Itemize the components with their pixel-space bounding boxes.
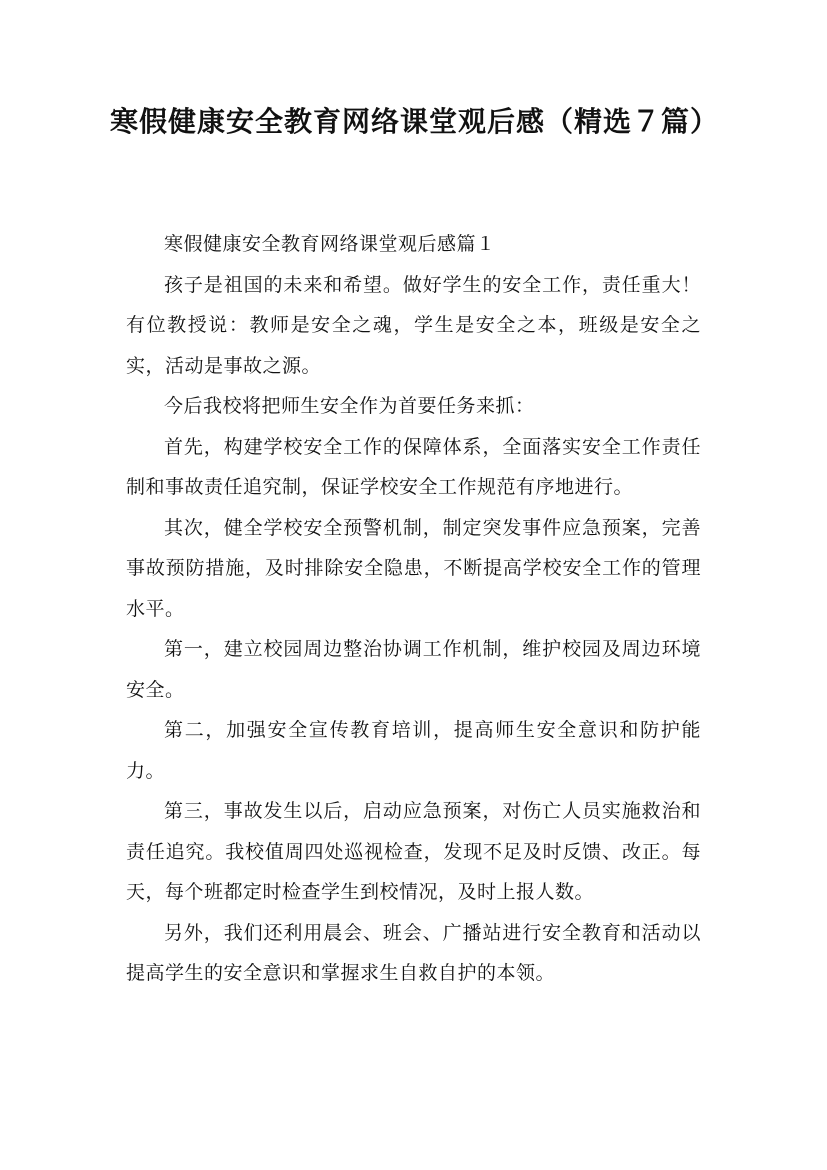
document-title: 寒假健康安全教育网络课堂观后感（精选７篇） xyxy=(110,105,720,138)
paragraph: 第三，事故发生以后，启动应急预案，对伤亡人员实施救治和责任追究。我校值周四处巡视检查，发现不足及时反馈、改正。每天，每个班都定时检查学生到校情况，及时上报人数。 xyxy=(126,800,701,903)
paragraph: 另外，我们还利用晨会、班会、广播站进行安全教育和活动以提高学生的安全意识和掌握求生自救自护的本领。 xyxy=(126,921,701,984)
paragraph: 第一，建立校园周边整治协调工作机制，维护校园及周边环境安全。 xyxy=(126,638,701,701)
section-heading: 寒假健康安全教育网络课堂观后感篇１ xyxy=(164,233,496,255)
paragraph: 孩子是祖国的未来和希望。做好学生的安全工作，责任重大！有位教授说：教师是安全之魂，学生是安全之本，班级是安全之实，活动是事故之源。 xyxy=(126,273,701,377)
paragraph: 首先，构建学校安全工作的保障体系，全面落实安全工作责任制和事故责任追究制，保证学校安全工作规范有序地进行。 xyxy=(126,435,701,498)
paragraph: 第二，加强安全宣传教育培训，提高师生安全意识和防护能力。 xyxy=(126,719,701,782)
paragraph: 其次，健全学校安全预警机制，制定突发事件应急预案，完善事故预防措施，及时排除安全隐患，不断提高学校安全工作的管理水平。 xyxy=(126,516,701,620)
paragraph: 今后我校将把师生安全作为首要任务来抓： xyxy=(164,395,535,417)
document-body xyxy=(126,224,701,994)
